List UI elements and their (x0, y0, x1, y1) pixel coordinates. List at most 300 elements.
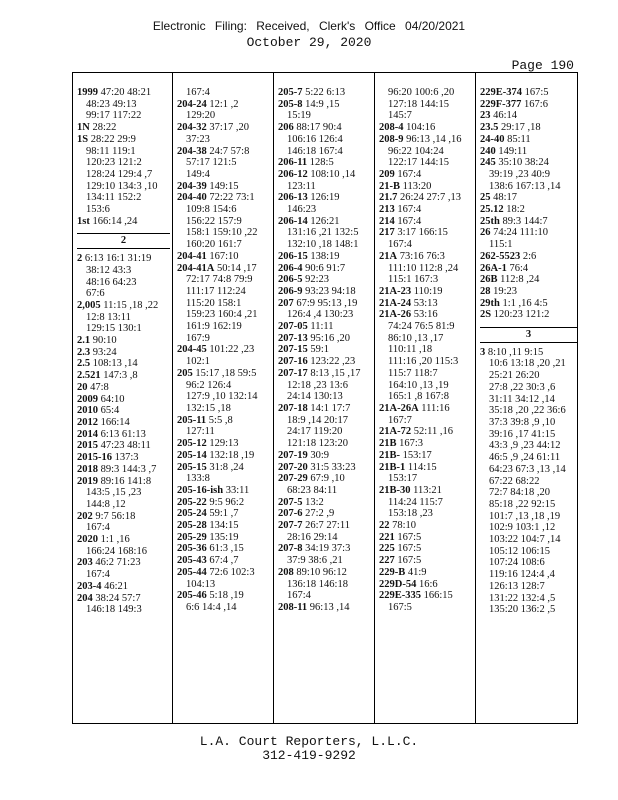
page-line-refs: 167:4 (186, 87, 210, 98)
page-line-refs: 120:23 121:2 (86, 157, 142, 169)
page-line-refs: 134:15 (209, 520, 239, 532)
page-line-refs: 52:11 ,16 (413, 426, 453, 438)
page-line-refs: 47:8 (90, 381, 109, 393)
index-column-3 (274, 73, 375, 723)
page-line-refs: 167:5 (524, 87, 549, 98)
page-line-refs: 164:10 ,13 ,19 (388, 379, 449, 391)
page-line-refs: 128:5 (309, 157, 334, 169)
page-line-refs: 159:23 160:4 ,21 (186, 309, 258, 321)
index-entry (278, 99, 372, 111)
index-term: 207 (278, 297, 294, 309)
page-line-refs: 76:4 (509, 262, 529, 274)
index-entry (379, 543, 473, 555)
index-term: 205-15 (177, 461, 207, 473)
index-term: 205-29 (177, 531, 207, 543)
index-entry (379, 204, 473, 216)
page-line-refs: 166:14 ,24 (92, 215, 138, 227)
page-line-refs: 123:11 (287, 180, 316, 192)
index-term: 205-28 (177, 520, 207, 532)
index-term: 205-46 (177, 590, 207, 602)
index-entry (177, 181, 271, 193)
page-number: Page 190 (511, 58, 574, 73)
index-column-4 (375, 73, 476, 723)
page-line-refs: 37:17 ,20 (209, 122, 250, 134)
page-line-refs: 2:6 (522, 250, 537, 262)
page-line-refs: 26:24 27:7 ,13 (400, 192, 461, 204)
index-term: 229-B (379, 566, 406, 578)
index-term: 25 (480, 192, 491, 204)
page-line-refs: 96:22 104:24 (388, 145, 444, 157)
index-entry (77, 370, 170, 382)
page-line-refs: 138:6 167:13 ,14 (489, 180, 561, 192)
index-term: 207-19 (278, 449, 308, 461)
page-line-refs: 67:9 95:13 ,19 (296, 297, 358, 309)
index-entry (77, 134, 170, 146)
page-line-refs: 167:3 (399, 438, 424, 450)
index-entry (77, 511, 170, 523)
page-line-refs: 166:15 (423, 590, 453, 602)
page-line-refs: 167:4 (86, 522, 110, 534)
page-line-refs: 67:9 ,10 (310, 473, 345, 485)
page-line-refs: 3:17 166:15 (397, 227, 448, 239)
index-term: 229F-377 (480, 98, 522, 110)
page-line-refs: 6:6 14:4 ,14 (186, 601, 237, 613)
index-term: 206-5 (278, 274, 303, 286)
page-line-refs: 6:13 61:13 (100, 428, 146, 440)
index-entry (278, 157, 372, 169)
page-line-refs: 24:7 57:8 (209, 145, 250, 157)
page-line-refs: 53:16 (413, 309, 438, 321)
page-line-refs: 167:4 (397, 204, 422, 216)
index-term: 21A-24 (379, 297, 412, 309)
page-line-refs: 65:4 (100, 405, 120, 417)
index-entry (480, 298, 577, 310)
index-entry (77, 476, 170, 488)
page-line-refs: 167:4 (388, 239, 412, 251)
page-line-refs: 137:3 (114, 452, 139, 464)
page-line-refs: 64:10 (100, 393, 125, 405)
index-entry (278, 520, 372, 532)
index-term: 2.3 (77, 346, 91, 358)
page-line-refs: 33:11 (225, 484, 250, 496)
page-line-refs: 144:8 ,12 (86, 498, 126, 510)
page-line-refs: 37:3 39:8 ,9 ,10 (489, 416, 556, 428)
index-entry (77, 581, 170, 593)
page-line-refs: 48:23 49:13 (86, 98, 137, 110)
page-line-refs: 128:24 129:4 ,7 (86, 168, 153, 180)
page-line-refs: 103:22 104:7 ,14 (489, 534, 561, 546)
index-entry (177, 263, 271, 275)
index-term: 209 (379, 168, 395, 180)
index-term: 227 (379, 555, 395, 567)
page-line-refs: 156:22 157:9 (186, 215, 242, 227)
index-entry (480, 347, 577, 359)
index-term: 2009 (77, 393, 98, 405)
index-term: 21.7 (379, 192, 398, 204)
index-term: 214 (379, 215, 395, 227)
page-line-refs: 153:6 (86, 204, 110, 216)
page-line-refs: 12:18 ,23 13:6 (287, 379, 348, 391)
page-line-refs: 59:1 (310, 344, 330, 356)
index-term: 204-38 (177, 145, 207, 157)
page-line-refs: 68:23 84:11 (287, 484, 338, 496)
index-entry (177, 462, 271, 474)
page-line-refs: 53:13 (413, 297, 438, 309)
page-line-refs: 35:10 38:24 (498, 157, 549, 169)
index-term: 2015 (77, 440, 98, 452)
index-term: 205-44 (177, 566, 207, 578)
index-term: 206-4 (278, 262, 303, 274)
index-term: 245 (480, 157, 496, 169)
page-line-refs: 14:9 ,15 (305, 98, 340, 110)
page-line-refs: 166:14 (100, 416, 130, 428)
index-entry (77, 382, 170, 394)
page-line-refs: 18:2 (506, 204, 525, 216)
page-line-refs: 29:17 ,18 (501, 122, 541, 134)
index-entry (480, 204, 577, 216)
page-line-refs: 153:18 ,23 (388, 508, 433, 520)
index-entry (177, 99, 271, 111)
index-entry (278, 263, 372, 275)
page-line-refs: 129:13 (209, 438, 239, 450)
index-entry (177, 555, 271, 567)
page-line-refs: 111:16 (421, 402, 450, 414)
index-term: 204-39 (177, 180, 207, 192)
index-entry (77, 335, 170, 347)
page-line-refs: 34:19 37:3 (305, 543, 351, 555)
court-reporter-phone: 312-419-9292 (262, 748, 356, 763)
index-term: 204-41A (177, 262, 215, 274)
index-term: 204-24 (177, 98, 207, 110)
page-line-refs: 147:3 ,8 (103, 370, 138, 382)
page-line-refs: 35:18 ,20 ,22 36:6 (489, 405, 566, 417)
index-entry (278, 87, 372, 99)
page-line-refs: 134:11 152:2 (86, 192, 142, 204)
page-line-refs: 153:17 (402, 449, 432, 461)
index-term: 206 (278, 122, 294, 134)
page-line-refs: 1:1 ,16 4:5 (502, 297, 548, 309)
index-term: 229E-374 (480, 87, 522, 98)
index-entry (278, 543, 372, 555)
page-line-refs: 111:17 112:24 (186, 285, 246, 297)
page-line-refs: 167:9 (186, 332, 210, 344)
index-term: 207-20 (278, 461, 308, 473)
index-term: 229D-54 (379, 578, 417, 590)
page-line-refs: 158:1 159:10 ,22 (186, 227, 258, 239)
index-entry (379, 426, 473, 438)
page-line-refs: 8:10 ,11 9:15 (487, 346, 544, 358)
index-term: 206-11 (278, 157, 308, 169)
page-line-refs: 149:11 (498, 145, 528, 157)
index-term: 2.521 (77, 370, 101, 382)
index-entry (379, 298, 473, 310)
index-term: 1N (77, 122, 90, 134)
filing-stamp: Electronic Filing: Received, Clerk's Office 04/20/2021 (152, 19, 466, 33)
page-line-refs: 78:10 (392, 520, 417, 532)
index-entry (480, 216, 577, 228)
index-entry (177, 590, 271, 602)
index-entry (379, 520, 473, 532)
index-entry (278, 286, 372, 298)
index-entry (480, 263, 577, 275)
index-entry (177, 567, 271, 579)
index-entry (278, 368, 372, 380)
page-line-refs: 24:14 130:13 (287, 391, 343, 403)
page-line-refs: 127:18 144:15 (388, 98, 449, 110)
index-term: 21B-1 (379, 461, 406, 473)
page-line-refs: 132:18 ,19 (209, 449, 255, 461)
page-line-refs: 129:15 130:1 (86, 323, 142, 335)
page-line-refs: 138:19 (310, 250, 340, 262)
index-term: 21B (379, 438, 397, 450)
index-term: 262-5523 (480, 250, 521, 262)
index-term: 202 (77, 510, 93, 522)
page-line-refs: 12:1 ,2 (209, 98, 239, 110)
index-entry (77, 216, 170, 228)
index-entry (77, 417, 170, 429)
index-term: 23.5 (480, 122, 499, 134)
index-term: 205-11 (177, 414, 207, 426)
index-entry (379, 438, 473, 450)
page-line-refs: 167:4 (397, 168, 422, 180)
index-entry (77, 440, 170, 452)
page-line-refs: 136:18 146:18 (287, 578, 348, 590)
index-entry (379, 169, 473, 181)
index-entry (379, 216, 473, 228)
page-line-refs: 133:8 (186, 473, 210, 485)
index-entry (278, 298, 372, 310)
index-term: 217 (379, 227, 395, 239)
index-term: 205-16-ish (177, 484, 224, 496)
page-line-refs: 72:6 102:3 (209, 566, 255, 578)
index-entry (177, 485, 271, 497)
index-entry (480, 110, 577, 122)
index-term: 1S (77, 133, 89, 145)
page-line-refs: 111:10 112:8 ,24 (388, 262, 459, 274)
index-entry (379, 450, 473, 462)
index-term: 205-36 (177, 543, 207, 555)
page-line-refs: 146:23 (287, 204, 317, 216)
index-term: 2015-16 (77, 452, 112, 464)
page-line-refs: 107:24 108:6 (489, 557, 545, 569)
page-line-refs: 93:24 (92, 346, 117, 358)
page-line-refs: 74:24 111:10 (493, 227, 549, 239)
index-term: 25.12 (480, 204, 504, 216)
index-entry (278, 508, 372, 520)
index-entry (177, 520, 271, 532)
index-term: 207-05 (278, 321, 308, 333)
index-column-1 (73, 73, 173, 723)
index-entry (379, 590, 473, 602)
index-term: 205-43 (177, 555, 207, 567)
index-entry (379, 567, 473, 579)
index-entry (379, 134, 473, 146)
page-line-refs: 38:24 57:7 (95, 592, 141, 604)
index-entry (278, 274, 372, 286)
page-line-refs: 31:11 34:12 ,14 (489, 393, 555, 405)
index-term: 204-45 (177, 344, 207, 356)
index-term: 21B-30 (379, 484, 411, 496)
page-line-refs: 112:8 ,24 (500, 274, 540, 286)
page-line-refs: 31:8 ,24 (209, 461, 244, 473)
index-entry (379, 462, 473, 474)
index-entry (177, 251, 271, 263)
page-line-refs: 165:1 ,8 167:8 (388, 391, 449, 403)
page-line-refs: 37:9 38:6 ,21 (287, 555, 343, 567)
index-term: 208-9 (379, 133, 404, 145)
index-term: 2012 (77, 416, 98, 428)
page-line-refs: 145:7 (388, 110, 412, 122)
page-line-refs: 111:16 ,20 115:3 (388, 356, 459, 368)
index-term: 21A (379, 250, 398, 262)
page-line-refs: 93:23 94:18 (305, 285, 356, 297)
page-line-refs: 85:11 (507, 133, 531, 145)
index-term: 3 (480, 346, 486, 358)
page-line-refs: 90:10 (92, 335, 117, 347)
index-entry (177, 450, 271, 462)
page-line-refs: 73:16 76:3 (399, 250, 445, 262)
index-entry (278, 497, 372, 509)
page-line-refs: 104:13 (186, 578, 216, 590)
page-line-refs: 121:18 123:20 (287, 438, 348, 450)
index-term: 229E-335 (379, 590, 421, 602)
page-line-refs: 110:19 (413, 285, 443, 297)
index-term: 208 (278, 566, 294, 578)
index-term: 213 (379, 204, 395, 216)
page-line-refs: 101:7 ,13 ,18 ,19 (489, 510, 561, 522)
index-entry (77, 534, 170, 546)
index-entry (480, 134, 577, 146)
page-line-refs: 28:22 29:9 (90, 133, 136, 145)
page-line-refs: 167:4 (287, 590, 311, 602)
index-term: 21A-26A (379, 402, 419, 414)
page-line-refs: 166:24 168:16 (86, 545, 147, 557)
index-term: 208-4 (379, 122, 404, 134)
index-term: 26B (480, 274, 498, 286)
page-line-refs: 131:22 132:4 ,5 (489, 592, 556, 604)
index-entry (379, 181, 473, 193)
index-term: 21A-23 (379, 285, 412, 297)
index-frame (72, 72, 578, 724)
index-entry (379, 192, 473, 204)
page-line-refs: 167:5 (397, 555, 422, 567)
page-line-refs: 129:10 134:3 ,10 (86, 180, 158, 192)
index-entry (177, 415, 271, 427)
page-line-refs: 85:18 ,22 92:15 (489, 498, 556, 510)
page-line-refs: 132:15 ,18 (186, 402, 231, 414)
index-entry (379, 251, 473, 263)
page-line-refs: 9:7 56:18 (95, 510, 136, 522)
index-term: 2018 (77, 463, 98, 475)
index-term: 2019 (77, 475, 98, 487)
page-line-refs: 15:19 (287, 110, 311, 122)
index-column-5 (476, 73, 579, 723)
page-line-refs: 1:1 ,16 (100, 534, 130, 546)
index-term: 208-11 (278, 601, 308, 613)
index-term: 207-8 (278, 543, 303, 555)
index-term: 204-41 (177, 250, 207, 262)
page-line-refs: 167:10 (209, 250, 239, 262)
index-entry (77, 87, 170, 99)
index-entry (379, 485, 473, 497)
index-entry (177, 368, 271, 380)
page-line-refs: 123:22 ,23 (310, 356, 356, 368)
page-line-refs: 47:23 48:11 (100, 440, 151, 452)
index-term: 240 (480, 145, 496, 157)
index-term: 2S (480, 309, 492, 321)
index-term: 29th (480, 297, 500, 309)
page-line-refs: 61:3 ,15 (209, 543, 244, 555)
page-line-refs: 67:6 (86, 288, 105, 300)
index-entry (177, 508, 271, 520)
index-entry (379, 403, 473, 415)
page-line-refs: 127:11 (186, 426, 215, 438)
page-line-refs: 95:16 ,20 (310, 332, 351, 344)
index-term: 207-6 (278, 508, 303, 520)
page-line-refs: 110:11 ,18 (388, 344, 433, 356)
page-line-refs: 106:16 126:4 (287, 133, 343, 145)
index-term: 205-14 (177, 449, 207, 461)
index-entry (177, 146, 271, 158)
page-line-refs: 27:8 ,22 30:3 ,6 (489, 381, 556, 393)
page-line-refs: 19:23 (493, 285, 518, 297)
page-line-refs: 113:20 (402, 180, 432, 192)
page-line-refs: 89:10 96:12 (296, 566, 347, 578)
index-term: 207-5 (278, 496, 303, 508)
index-term: 203 (77, 557, 93, 569)
page-line-refs: 153:17 (388, 473, 418, 485)
index-term: 2010 (77, 405, 98, 417)
index-term: 206-15 (278, 250, 308, 262)
index-entry (77, 122, 170, 134)
index-term: 221 (379, 531, 395, 543)
index-term: 21A-72 (379, 426, 412, 438)
page-line-refs: 119:16 124:4 ,4 (489, 569, 555, 581)
page-line-refs: 88:17 90:4 (296, 122, 342, 134)
index-entry (278, 333, 372, 345)
page-line-refs: 127:9 ,10 132:14 (186, 391, 258, 403)
index-term: 205-12 (177, 438, 207, 450)
index-term: 25th (480, 215, 500, 227)
index-entry (278, 403, 372, 415)
index-term: 2.5 (77, 358, 91, 370)
page-line-refs: 132:10 ,18 148:1 (287, 239, 359, 251)
page-line-refs: 143:5 ,15 ,23 (86, 487, 142, 499)
index-entry (480, 192, 577, 204)
page-line-refs: 113:21 (413, 484, 442, 496)
page-line-refs: 28:22 (92, 122, 117, 134)
page-line-refs: 167:5 (397, 543, 422, 555)
page-line-refs: 57:17 121:5 (186, 157, 237, 169)
page-line-refs: 89:3 144:3 ,7 (100, 463, 157, 475)
index-entry (77, 300, 170, 312)
page-line-refs: 47:20 48:21 (100, 87, 152, 98)
index-entry (379, 555, 473, 567)
page-line-refs: 108:10 ,14 (310, 168, 356, 180)
index-entry (77, 358, 170, 370)
index-entry (278, 251, 372, 263)
page-line-refs: 59:1 ,7 (209, 508, 239, 520)
page-line-refs: 43:3 ,9 ,23 44:12 (489, 440, 561, 452)
index-term: 204-40 (177, 192, 207, 204)
page-line-refs: 48:16 64:23 (86, 276, 137, 288)
index-entry (379, 87, 473, 99)
page-line-refs: 10:6 13:18 ,20 ,21 (489, 358, 566, 370)
page-line-refs: 28:16 29:14 (287, 531, 338, 543)
page-line-refs: 161:9 162:19 (186, 321, 242, 333)
page-line-refs: 89:3 144:7 (502, 215, 548, 227)
page-line-refs: 105:12 106:15 (489, 545, 550, 557)
